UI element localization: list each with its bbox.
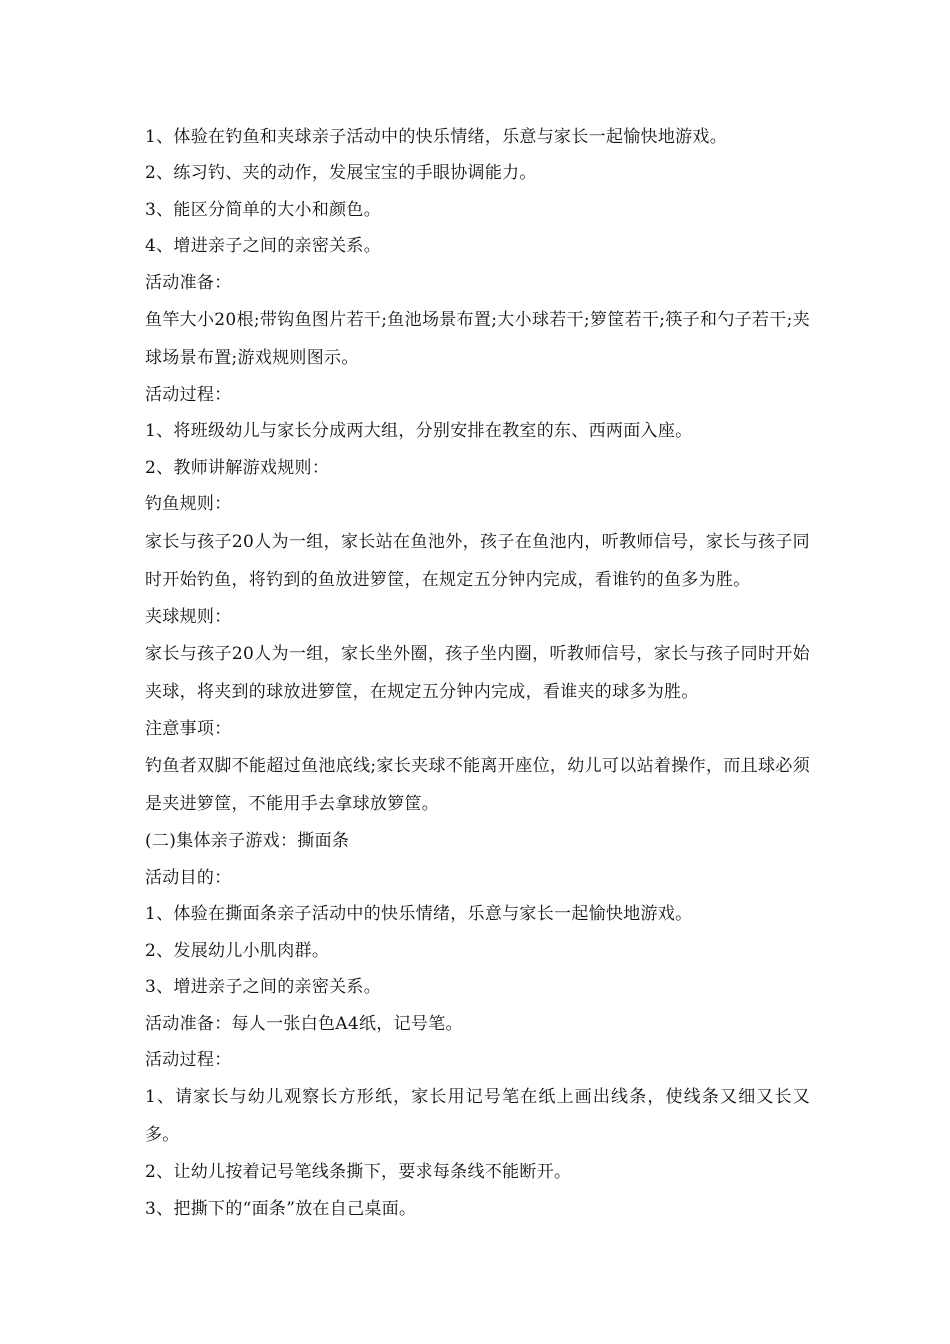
section-heading: 活动过程： xyxy=(145,385,232,406)
paragraph: 活动准备：每人一张白色A4纸，记号笔。 xyxy=(145,1013,463,1034)
paragraph: 2、练习钓、夹的动作，发展宝宝的手眼协调能力。 xyxy=(145,163,537,184)
paragraph: 钓鱼者双脚不能超过鱼池底线;家长夹球不能离开座位，幼儿可以站着操作，而且球必须是夹进箩筐，不能用手去拿球放箩筐。 xyxy=(145,756,810,815)
section-heading: (二)集体亲子游戏：撕面条 xyxy=(145,831,350,852)
paragraph: 1、请家长与幼儿观察长方形纸，家长用记号笔在纸上画出线条，使线条又细又长又多。 xyxy=(145,1087,810,1146)
section-heading: 钓鱼规则： xyxy=(145,494,232,515)
paragraph: 3、把撕下的“面条”放在自己桌面。 xyxy=(145,1198,417,1219)
paragraph: 3、能区分简单的大小和颜色。 xyxy=(145,199,382,220)
document-body xyxy=(145,119,810,1227)
section-heading: 活动过程： xyxy=(145,1049,232,1070)
paragraph: 家长与孩子20人为一组，家长站在鱼池外，孩子在鱼池内，听教师信号，家长与孩子同时开始钓鱼，将钓到的鱼放进箩筐，在规定五分钟内完成，看谁钓的鱼多为胜。 xyxy=(145,531,810,590)
paragraph: 1、体验在撕面条亲子活动中的快乐情绪，乐意与家长一起愉快地游戏。 xyxy=(145,904,693,925)
section-heading: 夹球规则： xyxy=(145,606,232,627)
paragraph: 2、让幼儿按着记号笔线条撕下，要求每条线不能断开。 xyxy=(145,1162,572,1183)
paragraph: 家长与孩子20人为一组，家长坐外圈，孩子坐内圈，听教师信号，家长与孩子同时开始夹球，将夹到的球放进箩筐，在规定五分钟内完成，看谁夹的球多为胜。 xyxy=(145,644,810,703)
paragraph: 1、体验在钓鱼和夹球亲子活动中的快乐情绪，乐意与家长一起愉快地游戏。 xyxy=(145,127,728,147)
paragraph: 1、将班级幼儿与家长分成两大组，分别安排在教室的东、西两面入座。 xyxy=(145,421,693,442)
section-heading: 活动准备： xyxy=(145,272,232,293)
section-heading: 注意事项： xyxy=(145,719,232,740)
paragraph: 4、增进亲子之间的亲密关系。 xyxy=(145,236,382,257)
paragraph: 2、发展幼儿小肌肉群。 xyxy=(145,940,330,961)
paragraph: 鱼竿大小20根;带钩鱼图片若干;鱼池场景布置;大小球若干;箩筐若干;筷子和勺子若干;夹球场景布置;游戏规则图示。 xyxy=(145,310,810,369)
paragraph: 2、教师讲解游戏规则： xyxy=(145,457,330,478)
paragraph: 3、增进亲子之间的亲密关系。 xyxy=(145,977,382,998)
section-heading: 活动目的： xyxy=(145,867,232,888)
